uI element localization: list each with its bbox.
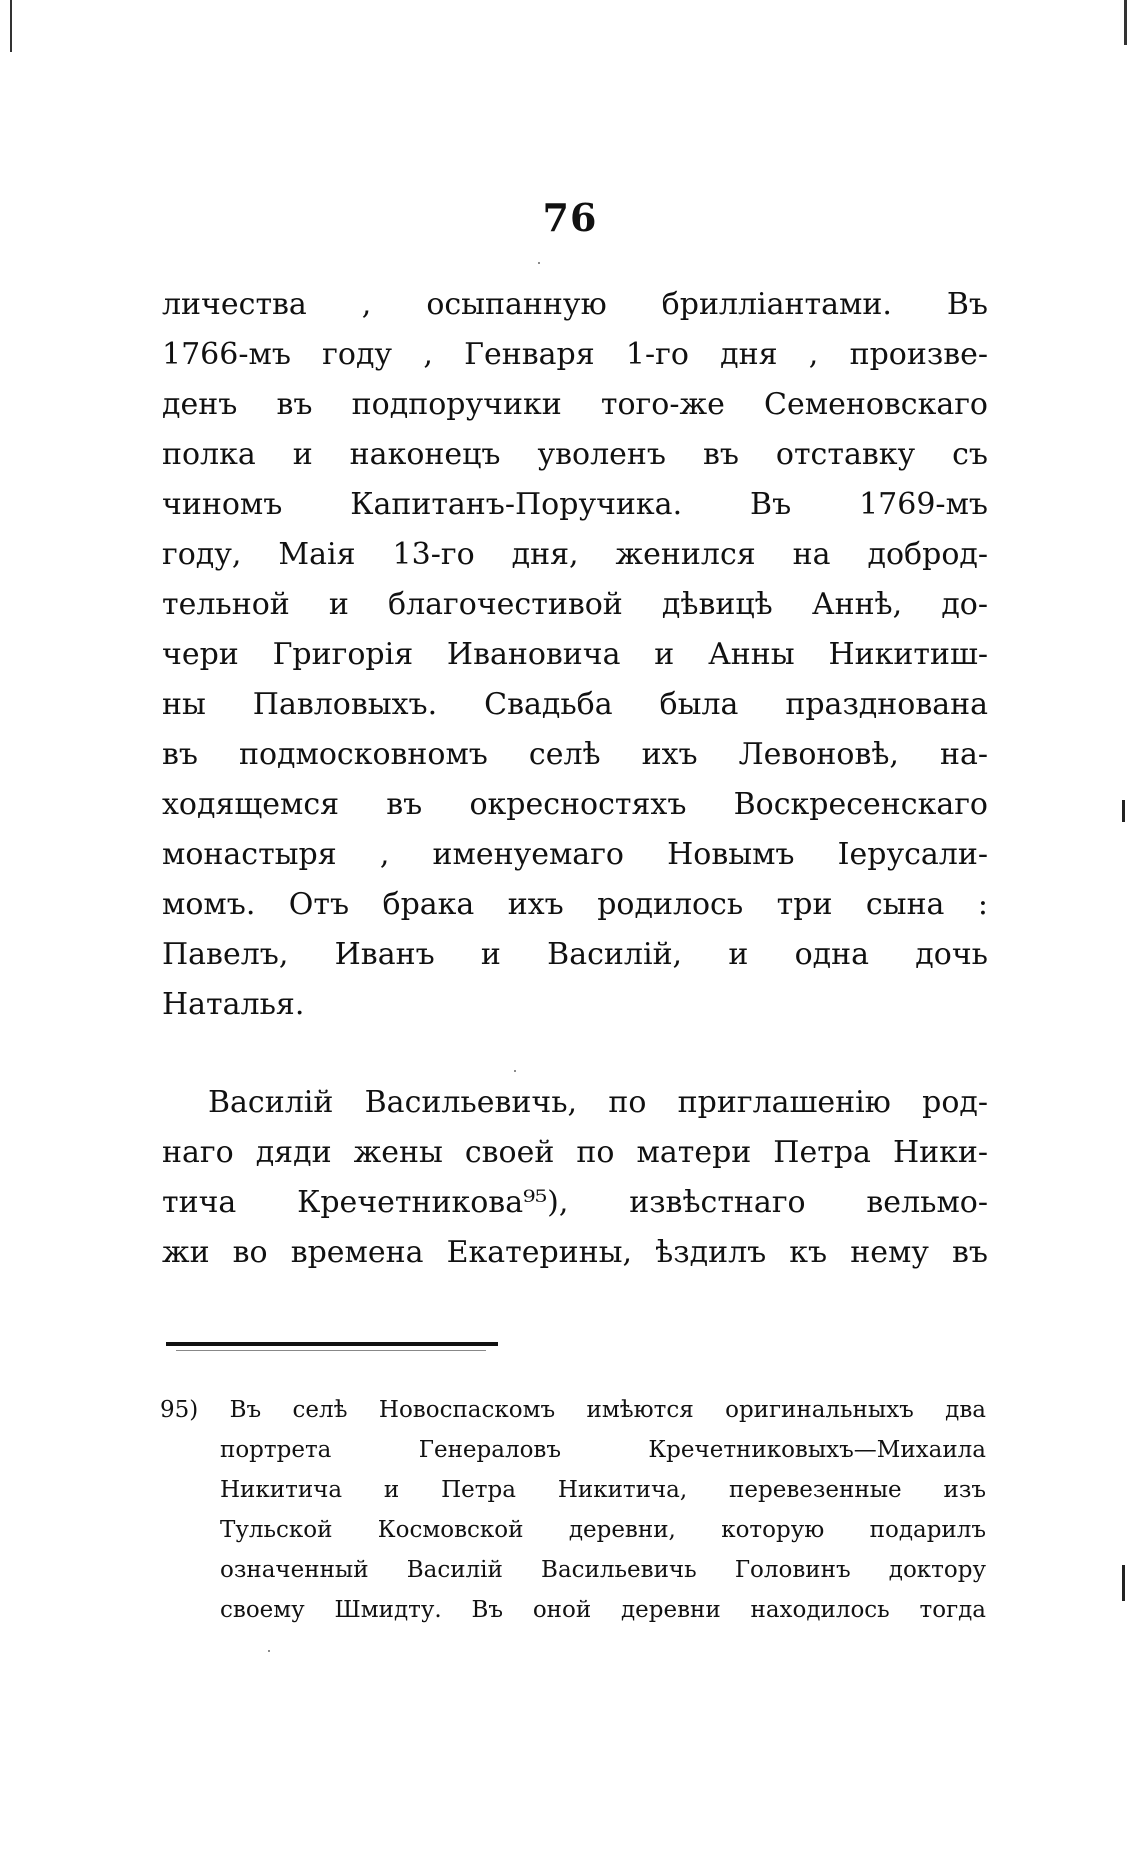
text-line: году, Маія 13-го дня, женился на доброд- bbox=[162, 537, 988, 572]
footnote-separator-shadow bbox=[176, 1350, 486, 1351]
text-line: тича Кречетникова⁹⁵), извѣстнаго вельмо- bbox=[162, 1185, 988, 1220]
text-line: Василій Васильевичь, по приглашенію род- bbox=[208, 1085, 988, 1120]
footnote-line: Никитича и Петра Никитича, перевезенные изъ bbox=[220, 1477, 986, 1503]
scan-speck bbox=[538, 262, 540, 264]
page-number: 76 bbox=[542, 195, 598, 240]
scan-speck bbox=[268, 1650, 270, 1652]
text-line: чиномъ Капитанъ-Поручика. Въ 1769-мъ bbox=[162, 487, 988, 522]
footnote-block bbox=[160, 1390, 986, 1630]
text-line: 1766-мъ году , Генваря 1-го дня , произве- bbox=[162, 337, 988, 372]
text-line: ходящемся въ окресностяхъ Воскресенскаго bbox=[162, 787, 988, 822]
margin-mark bbox=[1122, 1565, 1125, 1601]
text-line: тельной и благочестивой дѣвицѣ Аннѣ, до- bbox=[162, 587, 988, 622]
text-line: жи во времена Екатерины, ѣздилъ къ нему въ bbox=[162, 1235, 988, 1270]
scan-speck bbox=[514, 1070, 516, 1072]
text-line: момъ. Отъ брака ихъ родилось три сына : bbox=[162, 887, 988, 922]
text-line: Павелъ, Иванъ и Василій, и одна дочь bbox=[162, 937, 988, 972]
footnote-line: означенный Василій Васильевичь Головинъ доктору bbox=[220, 1557, 986, 1583]
text-line: личества , осыпанную бриллiантами. Въ bbox=[162, 287, 988, 322]
text-line: наго дяди жены своей по матери Петра Ники- bbox=[162, 1135, 988, 1170]
second-paragraph bbox=[162, 1078, 988, 1278]
text-line: въ подмосковномъ селѣ ихъ Левоновѣ, на- bbox=[162, 737, 988, 772]
scan-edge-right bbox=[1124, 0, 1127, 45]
text-line: полка и наконецъ уволенъ въ отставку съ bbox=[162, 437, 988, 472]
text-line: монастыря , именуемаго Новымъ Іерусали- bbox=[162, 837, 988, 872]
footnote-text: Въ селѣ Новоспаскомъ имѣются оригинальныхъ два bbox=[229, 1397, 986, 1423]
text-line: Наталья. bbox=[162, 987, 305, 1022]
footnote-line: своему Шмидту. Въ оной деревни находилось тогда bbox=[220, 1597, 986, 1623]
text-line: ны Павловыхъ. Свадьба была празднована bbox=[162, 687, 988, 722]
main-paragraph bbox=[162, 280, 988, 1030]
margin-mark bbox=[1122, 800, 1125, 822]
footnote-separator bbox=[166, 1342, 498, 1346]
footnote-marker: 95) bbox=[160, 1397, 199, 1423]
scan-edge-left bbox=[10, 0, 12, 52]
text-line: денъ въ подпоручики того-же Семеновскаго bbox=[162, 387, 988, 422]
footnote-line: Тульской Космовской деревни, которую подарилъ bbox=[220, 1517, 986, 1543]
footnote-line bbox=[160, 1390, 986, 1430]
footnote-line: портрета Генераловъ Кречетниковыхъ—Михаила bbox=[220, 1437, 986, 1463]
text-line: чери Григорія Ивановича и Анны Никитиш- bbox=[162, 637, 988, 672]
